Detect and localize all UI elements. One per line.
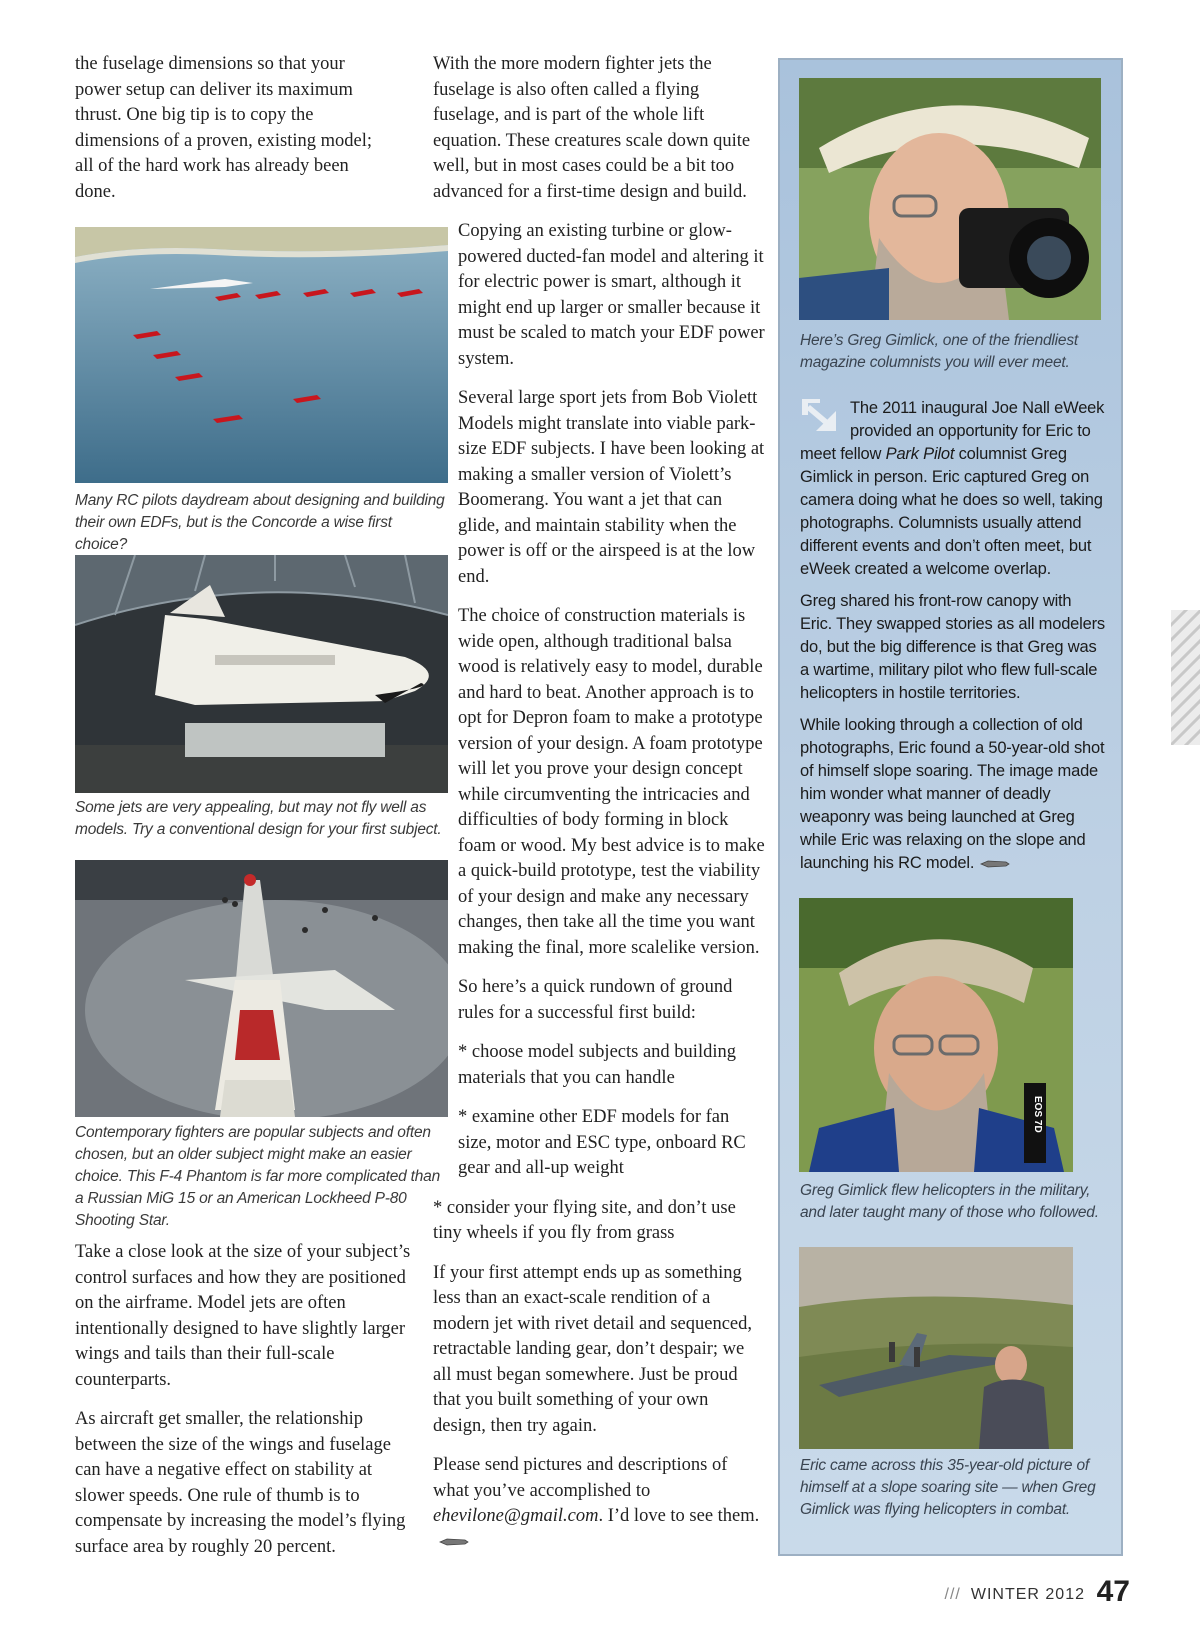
rule-bullet-1: * choose model subjects and building materials that you can handle <box>458 1042 736 1088</box>
park-pilot-title: Park Pilot <box>885 445 955 463</box>
phantom-caption: Contemporary fighters are popular subjects and often chosen, but an older subject might make an easier choice. This F-4 Phantom is far more complicated than a Russian MiG 15 or an American Lockheed P-80 Shooting Star. <box>75 1124 441 1229</box>
left-column-top-text <box>75 52 375 219</box>
middle-paragraph-1: With the more modern fighter jets the fuselage is also often called a flying fuselage, and is part of the whole lift equation. These creatures scale down quite well, but in most cases could be a bit too advanced for a first-time design and build. <box>433 54 751 202</box>
rule-bullet-3: * consider your flying site, and don’t use tiny wheels if you fly from grass <box>433 1197 736 1243</box>
left-bottom-paragraph-2: As aircraft get smaller, the relationship between the size of the wings and fuselage can have a negative effect on stability at slower speeds. One rule of thumb is to compensate by increasing the model’s flying surface area by roughly 20 percent. <box>75 1409 406 1557</box>
closing-text-start: Please send pictures and descriptions of what you’ve accomplished to <box>433 1455 728 1501</box>
eric-slope-photo <box>799 1247 1073 1449</box>
sidebar-paragraph-2: Greg shared his front-row canopy with Eric. They swapped stories as all modelers do, but the big difference is that Greg was a wartime, military pilot who flew full-scale helicopters in hostile territories. <box>800 592 1105 702</box>
edge-hatch-decoration <box>1171 610 1200 745</box>
greg-field-caption: Greg Gimlick flew helicopters in the military, and later taught many of those who followed. <box>800 1182 1099 1221</box>
middle-paragraph-7 <box>433 1453 765 1555</box>
camera-strap-text: EOS 7D <box>1032 1096 1043 1133</box>
eric-slope-caption: Eric came across this 35-year-old picture of himself at a slope soaring site — when Greg Gimlick was flying helicopters in combat. <box>800 1457 1096 1518</box>
sidebar-p3-text: While looking through a collection of old photographs, Eric found a 50-year-old shot of himself slope soaring. The image made him wonder what manner of deadly weaponry was being launched at Greg while Eric was relaxing on the slope and launching his RC model. <box>800 716 1105 872</box>
left-column-bottom-text <box>75 1240 415 1574</box>
middle-paragraph-3: Several large sport jets from Bob Violett Models might translate into viable park-size EDF subjects. I have been looking at making a smaller version of Violett’s Boomerang. You want a jet that can glide, and maintain stability when the power is off or the airspeed is at the low end. <box>458 388 765 587</box>
greg-camera-caption: Here’s Greg Gimlick, one of the friendliest magazine columnists you will ever meet. <box>800 332 1078 371</box>
footer-issue-label: WINTER 2012 <box>970 1586 1085 1603</box>
sidebar-paragraph-1 <box>800 397 1105 581</box>
sidebar-paragraph-3 <box>800 714 1105 875</box>
article-end-icon <box>439 1537 469 1547</box>
concorde-photo <box>75 227 448 483</box>
arrow-icon <box>800 397 840 433</box>
page-number: 47 <box>1096 1575 1130 1608</box>
shuttle-photo <box>75 555 448 793</box>
middle-paragraph-5: So here’s a quick rundown of ground rules for a successful first build: <box>458 977 733 1023</box>
closing-text-end: . I’d love to see them. <box>598 1506 760 1526</box>
footer-issue <box>945 1586 1085 1604</box>
left-bottom-paragraph-1: Take a close look at the size of your subject’s control surfaces and how they are positioned on the airframe. Model jets are often intentionally designed to have slightly larger wings and tails than their full-scale counterparts. <box>75 1242 411 1390</box>
greg-field-photo <box>799 898 1073 1172</box>
email-link[interactable]: ehevilone@gmail.com <box>433 1506 599 1526</box>
middle-indented-block <box>433 219 765 1182</box>
middle-paragraph-6: If your first attempt ends up as something less than an exact-scale rendition of a modern jet with rivet detail and sequenced, retractable landing gear, don’t despair; we all must began somewhere. Just be proud that you built something of your own design, then try again. <box>433 1262 753 1436</box>
left-top-paragraph: the fuselage dimensions so that your power setup can deliver its maximum thrust. One big tip is to copy the dimensions of a proven, existing model; all of the hard work has already been done. <box>75 54 372 202</box>
middle-paragraph-4: The choice of construction materials is wide open, although traditional balsa wood is relatively easy to model, durable and hard to beat. Another approach is to opt for Depron foam to make a prototype version of your design. A foam prototype will let you prove your design concept while circumventing the intricacies and difficulties of body forming in block foam or wood. My best advice is to make a quick-build prototype, test the viability of your design and make any necessary changes, then take all the time you want making the final, more scalelike version. <box>458 606 765 958</box>
middle-paragraph-2: Copying an existing turbine or glow-powered ducted-fan model and altering it for electric power is smart, although it might end up larger or smaller because it must be scaled to match your EDF power system. <box>458 221 765 369</box>
concorde-caption: Many RC pilots daydream about designing and building their own EDFs, but is the Concorde a wise first choice? <box>75 492 445 553</box>
greg-camera-photo <box>799 78 1101 320</box>
middle-column-text <box>433 52 765 1569</box>
sidebar-p1-start: The 2011 inaugural Joe Nall eWeek provided an opportunity for Eric to meet fellow <box>800 399 1105 463</box>
shuttle-caption: Some jets are very appealing, but may not fly well as models. Try a conventional design for your first subject. <box>75 799 442 838</box>
rule-bullet-2: * examine other EDF models for fan size, motor and ESC type, onboard RC gear and all-up weight <box>458 1107 746 1178</box>
sidebar-p1-end: columnist Greg Gimlick in person. Eric captured Greg on camera doing what he does so well, taking photographs. Columnists usually attend different events and don’t often meet, but eWeek created a welcome overlap. <box>800 445 1103 578</box>
phantom-photo <box>75 860 448 1117</box>
footer-slashes: /// <box>944 1586 961 1603</box>
sidebar-end-icon <box>980 859 1010 869</box>
sidebar-story-text <box>800 397 1105 884</box>
